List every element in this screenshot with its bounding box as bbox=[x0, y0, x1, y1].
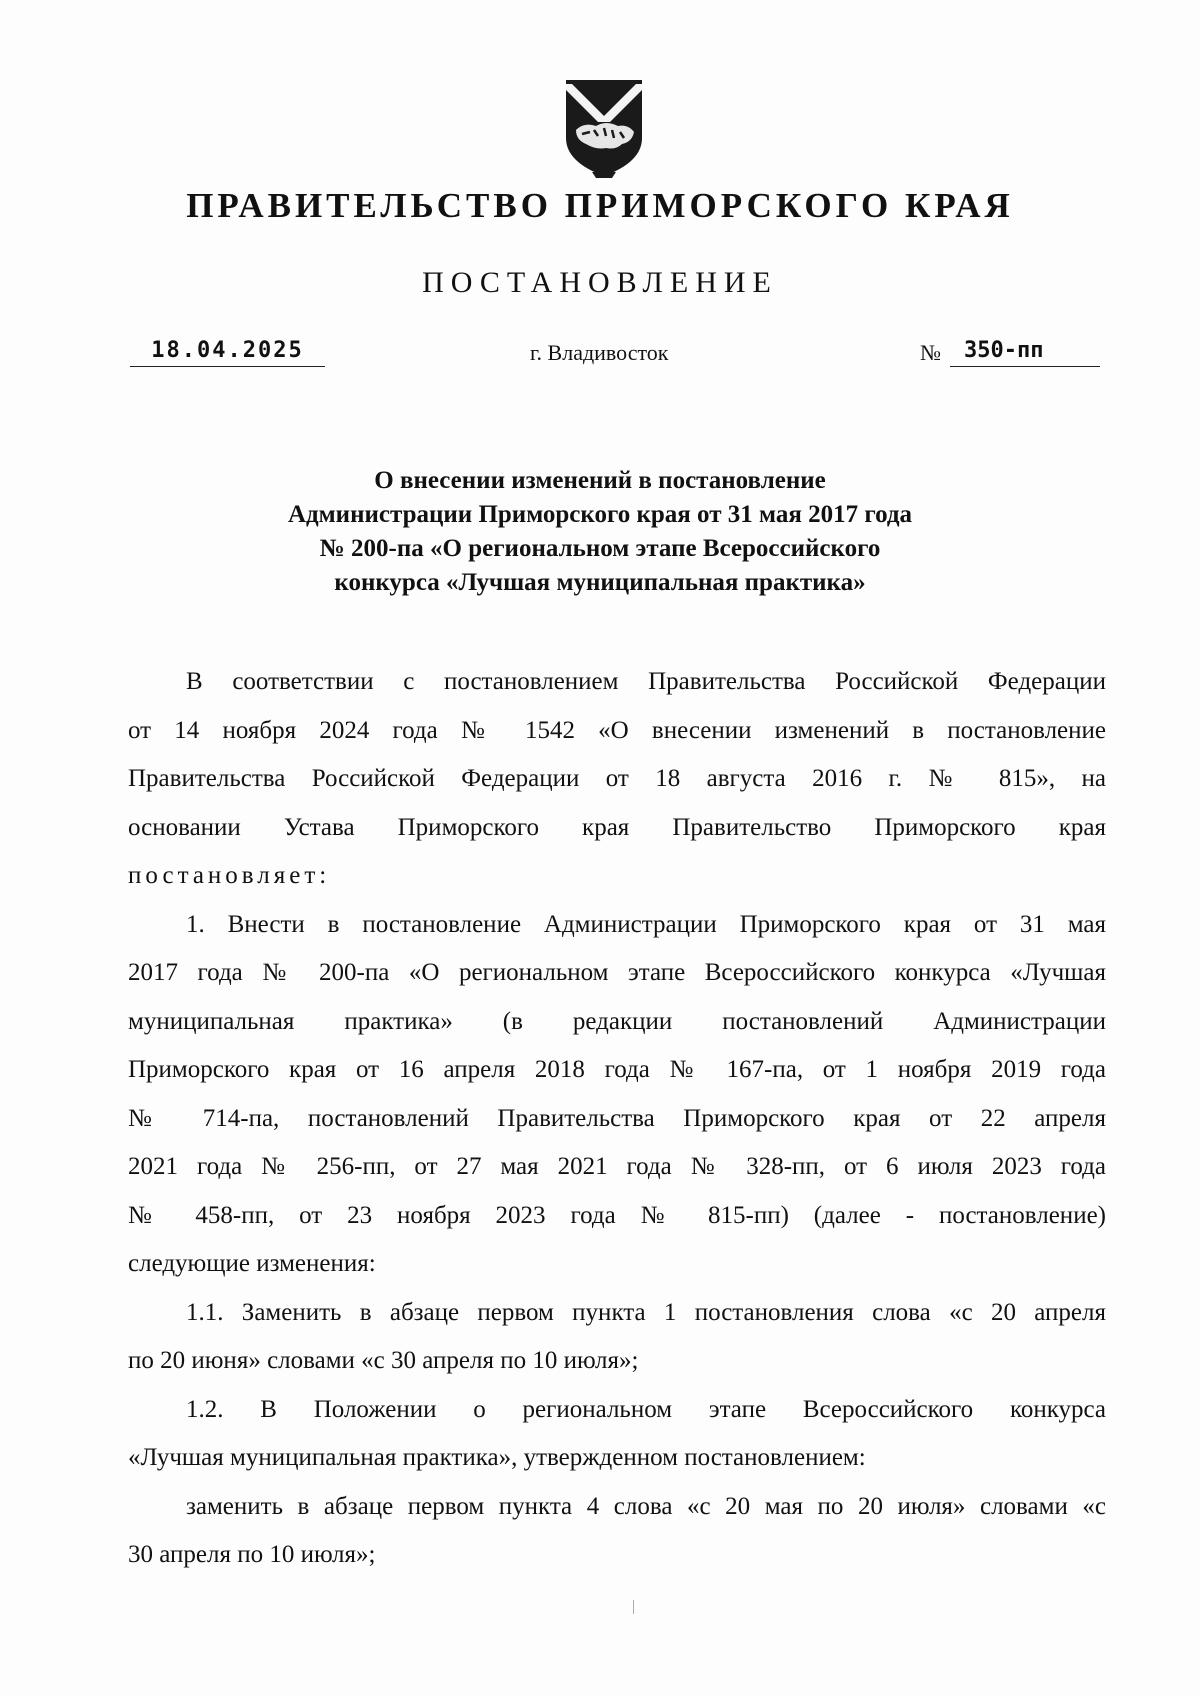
coat-of-arms-emblem bbox=[562, 76, 646, 180]
number-value: 350-пп bbox=[950, 338, 1100, 367]
heading-line: Администрации Приморского края от 31 мая 2017 года bbox=[287, 501, 913, 528]
body-line: 30 апреля по 10 июля»; bbox=[128, 1541, 376, 1568]
body-line: Приморского края от 16 апреля 2018 года № 167-па, от 1 ноября 2019 года bbox=[128, 1056, 1106, 1083]
body-line-resolves: постановляет: bbox=[128, 862, 331, 889]
government-title: ПРАВИТЕЛЬСТВО ПРИМОРСКОГО КРАЯ bbox=[186, 186, 1014, 225]
document-heading bbox=[150, 464, 1050, 600]
document-type: ПОСТАНОВЛЕНИЕ bbox=[422, 266, 778, 299]
body-line: от 14 ноября 2024 года № 1542 «О внесении изменений в постановление bbox=[128, 716, 1106, 744]
body-line: «Лучшая муниципальная практика», утвержденном постановлением: bbox=[128, 1444, 866, 1471]
number-sign: № bbox=[920, 340, 941, 365]
document-date: 18.04.2025 bbox=[130, 338, 325, 367]
body-line: № 458-пп, от 23 ноября 2023 года № 815-пп) (далее - постановление) bbox=[128, 1201, 1106, 1229]
body-line: следующие изменения: bbox=[128, 1250, 376, 1277]
body-line: заменить в абзаце первом пункта 4 слова «с 20 мая по 20 июля» словами «с bbox=[186, 1492, 1106, 1520]
heading-line: О внесении изменений в постановление bbox=[374, 467, 826, 494]
body-line: основании Устава Приморского края Правительство Приморского края bbox=[128, 813, 1106, 841]
body-line: муниципальная практика» (в редакции постановлений Администрации bbox=[128, 1007, 1106, 1035]
document-meta-row bbox=[0, 338, 1200, 378]
body-line: В соответствии с постановлением Правительства Российской Федерации bbox=[186, 668, 1106, 695]
body-line: 1.1. Заменить в абзаце первом пункта 1 постановления слова «с 20 апреля bbox=[186, 1298, 1106, 1326]
scan-mark bbox=[633, 1600, 634, 1614]
body-line: 2021 года № 256-пп, от 27 мая 2021 года № 328-пп, от 6 июля 2023 года bbox=[128, 1153, 1106, 1180]
body-line: по 20 июня» словами «с 30 апреля по 10 июля»; bbox=[128, 1347, 639, 1374]
body-line: Правительства Российской Федерации от 18 августа 2016 г. № 815», на bbox=[128, 765, 1106, 792]
document-city: г. Владивосток bbox=[530, 340, 669, 365]
body-line: 2017 года № 200-па «О региональном этапе Всероссийского конкурса «Лучшая bbox=[128, 959, 1106, 986]
body-line: 1.2. В Положении о региональном этапе Всероссийского конкурса bbox=[186, 1395, 1106, 1423]
body-line: № 714-па, постановлений Правительства Приморского края от 22 апреля bbox=[128, 1104, 1106, 1132]
heading-line: конкурса «Лучшая муниципальная практика» bbox=[334, 569, 866, 596]
body-line: 1. Внести в постановление Администрации Приморского края от 31 мая bbox=[186, 910, 1106, 938]
heading-line: № 200-па «О региональном этапе Всероссийского bbox=[319, 535, 881, 562]
document-body bbox=[128, 658, 1106, 1580]
